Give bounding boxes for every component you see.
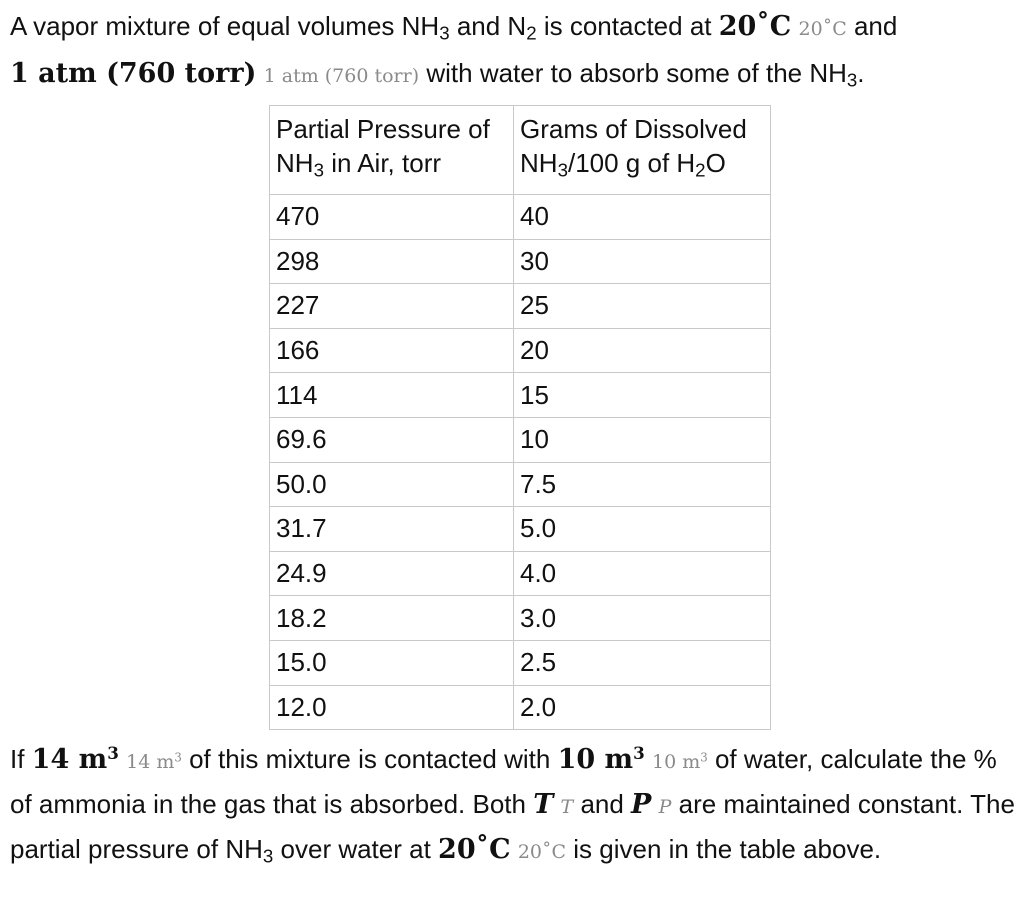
pressure-cell: 15.0 xyxy=(270,640,514,685)
pressure-cell: 166 xyxy=(270,328,514,373)
intro-text: and N xyxy=(449,11,527,41)
grams-cell: 25 xyxy=(514,284,771,329)
math-gas-volume: 14 $m^3$ xyxy=(31,742,119,775)
math-symbol-p-source: P xyxy=(658,796,672,818)
math-gas-volume-source: 14 $m^3$ xyxy=(126,750,182,773)
math-symbol-t: T xyxy=(533,789,554,820)
grams-cell: 4.0 xyxy=(514,551,771,596)
pressure-cell: 12.0 xyxy=(270,685,514,730)
intro-text: A vapor mixture of equal volumes NH xyxy=(10,11,440,41)
column-header-grams-dissolved: Grams of Dissolved $NH_3/100$ g of $H_2O$ xyxy=(514,106,771,195)
math-temperature-source: 20˚C xyxy=(798,18,847,40)
table-row xyxy=(270,507,771,552)
table-row xyxy=(270,373,771,418)
table-row xyxy=(270,239,771,284)
grams-cell: 5.0 xyxy=(514,507,771,552)
grams-cell: 2.0 xyxy=(514,685,771,730)
table-row xyxy=(270,551,771,596)
problem-question: If 14 $m^3$ 14 $m^3$ of this mixture is contacted with 10 $m^3$ 10 $m^3$ of water, calculate the % of ammonia in the gas that is absorbed. Both T T and P P are maintained constant. The partial pressure of $NH_3$ over water at 20˚C 20˚C is given in the table above. xyxy=(10,742,1015,867)
math-temperature-source: 20˚C xyxy=(517,841,567,863)
table-row xyxy=(270,596,771,641)
grams-cell: 2.5 xyxy=(514,640,771,685)
grams-cell: 3.0 xyxy=(514,596,771,641)
column-header-partial-pressure: Partial Pressure of $NH_3$ in Air, torr xyxy=(270,106,514,195)
grams-cell: 7.5 xyxy=(514,462,771,507)
table-row xyxy=(270,284,771,329)
pressure-cell: 227 xyxy=(270,284,514,329)
math-pressure: 1 atm (760 torr) xyxy=(10,58,257,89)
intro-text: with water to absorb some of the NH xyxy=(419,58,847,88)
pressure-cell: 18.2 xyxy=(270,596,514,641)
table-row xyxy=(270,640,771,685)
pressure-cell: 298 xyxy=(270,239,514,284)
equilibrium-table xyxy=(269,105,771,730)
problem-intro xyxy=(10,4,1016,98)
subscript: 2 xyxy=(526,22,537,44)
grams-cell: 40 xyxy=(514,195,771,240)
math-temperature: 20˚C xyxy=(718,11,792,42)
table-header-row xyxy=(270,106,771,195)
subscript: 3 xyxy=(846,69,858,91)
subscript: 3 xyxy=(439,22,450,44)
grams-cell: 30 xyxy=(514,239,771,284)
table-row xyxy=(270,328,771,373)
math-pressure-source: 1 atm (760 torr) xyxy=(263,65,420,87)
table-row xyxy=(270,462,771,507)
table-row xyxy=(270,685,771,730)
pressure-cell: 470 xyxy=(270,195,514,240)
grams-cell: 15 xyxy=(514,373,771,418)
intro-text: and xyxy=(846,11,898,41)
math-temperature: 20˚C xyxy=(438,834,511,865)
pressure-cell: 50.0 xyxy=(270,462,514,507)
table-row xyxy=(270,195,771,240)
intro-text: . xyxy=(857,58,865,88)
pressure-cell: 24.9 xyxy=(270,551,514,596)
grams-cell: 20 xyxy=(514,328,771,373)
table-row xyxy=(270,417,771,462)
math-symbol-t-source: T xyxy=(560,796,574,818)
math-symbol-p: P xyxy=(631,789,652,820)
math-water-volume: 10 $m^3$ xyxy=(557,742,645,775)
pressure-cell: 31.7 xyxy=(270,507,514,552)
pressure-cell: 114 xyxy=(270,373,514,418)
intro-text: is contacted at xyxy=(536,11,719,41)
subscript: 3 xyxy=(262,845,274,867)
grams-cell: 10 xyxy=(514,417,771,462)
math-water-volume-source: 10 $m^3$ xyxy=(652,750,708,773)
pressure-cell: 69.6 xyxy=(270,417,514,462)
